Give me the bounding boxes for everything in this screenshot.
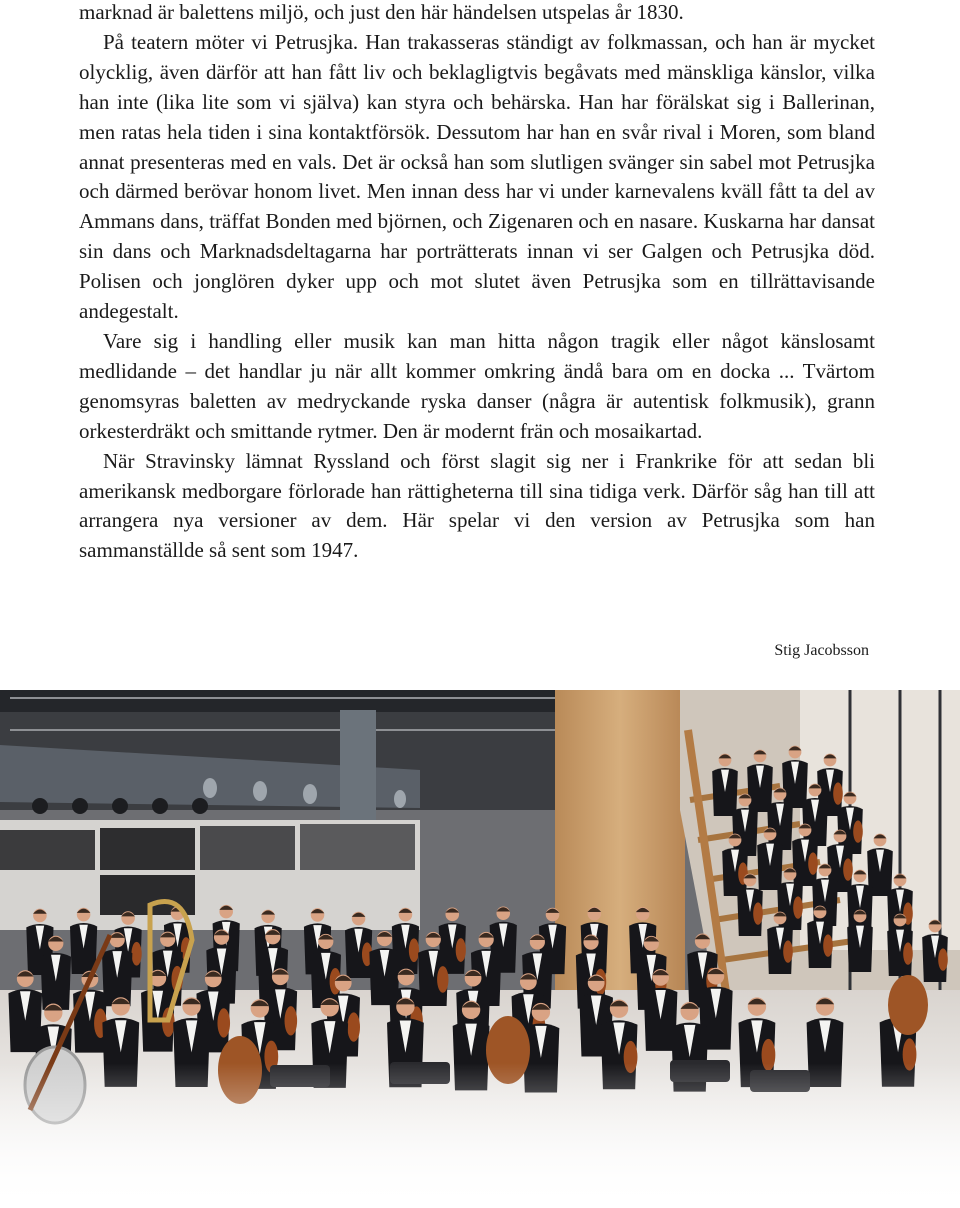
orchestra-photo <box>0 690 960 1208</box>
paragraph-versions: När Stravinsky lämnat Ryssland och först slagit sig ner i Frankrike för att sedan bli amerikansk medborgare förlorade han rättigheterna till sina tidiga verk. Därför såg han till att arrangera nya versioner av dem. Här spelar vi den version av Petrusjka som han sammanställde så sent som 1947. <box>79 448 875 563</box>
article-body <box>79 0 875 566</box>
orchestra-photo-illustration <box>0 690 960 1208</box>
author-signature: Stig Jacobsson <box>774 642 869 659</box>
paragraph-continuation: marknad är balettens miljö, och just den här händelsen utspelas år 1830. <box>79 0 684 24</box>
photo-fade <box>0 690 960 1208</box>
paragraph-music: Vare sig i handling eller musik kan man hitta någon tragik eller något känslosamt medlidande – det handlar ju när allt kommer omkring ändå bara om en docka ... Tvärtom genomsyras baletten av medryckande ryska danser (några är autentisk folkmusik), grann orkesterdräkt och smittande rytmer. Den är modernt frän och mosaikartad. <box>79 328 875 443</box>
paragraph-plot: På teatern möter vi Petrusjka. Han trakasseras ständigt av folkmassan, och han är mycket olycklig, även därför att han fått liv och beklagligtvis begåvats med mänskliga känslor, vilka han inte (lika lite som vi själva) kan styra och behärska. Han har förälskat sig i Ballerinan, men ratas hela tiden i sina kontaktförsök. Dessutom har han en svår rival i Moren, som bland annat presenteras med en vals. Det är också han som slutligen svänger sin sabel mot Petrusjka och därmed berövar honom livet. Men innan dess har vi under karnevalens kväll fått ta del av Ammans dans, träffat Bonden med björnen, och Zigenaren och en nasare. Kuskarna har dansat sin dans och Marknadsdeltagarna har porträtterats innan vi ser Galgen och Petrusjka död. Polisen och jonglören dyker upp och mot slutet även Petrusjka som en tillrättavisande andegestalt. <box>79 29 875 324</box>
